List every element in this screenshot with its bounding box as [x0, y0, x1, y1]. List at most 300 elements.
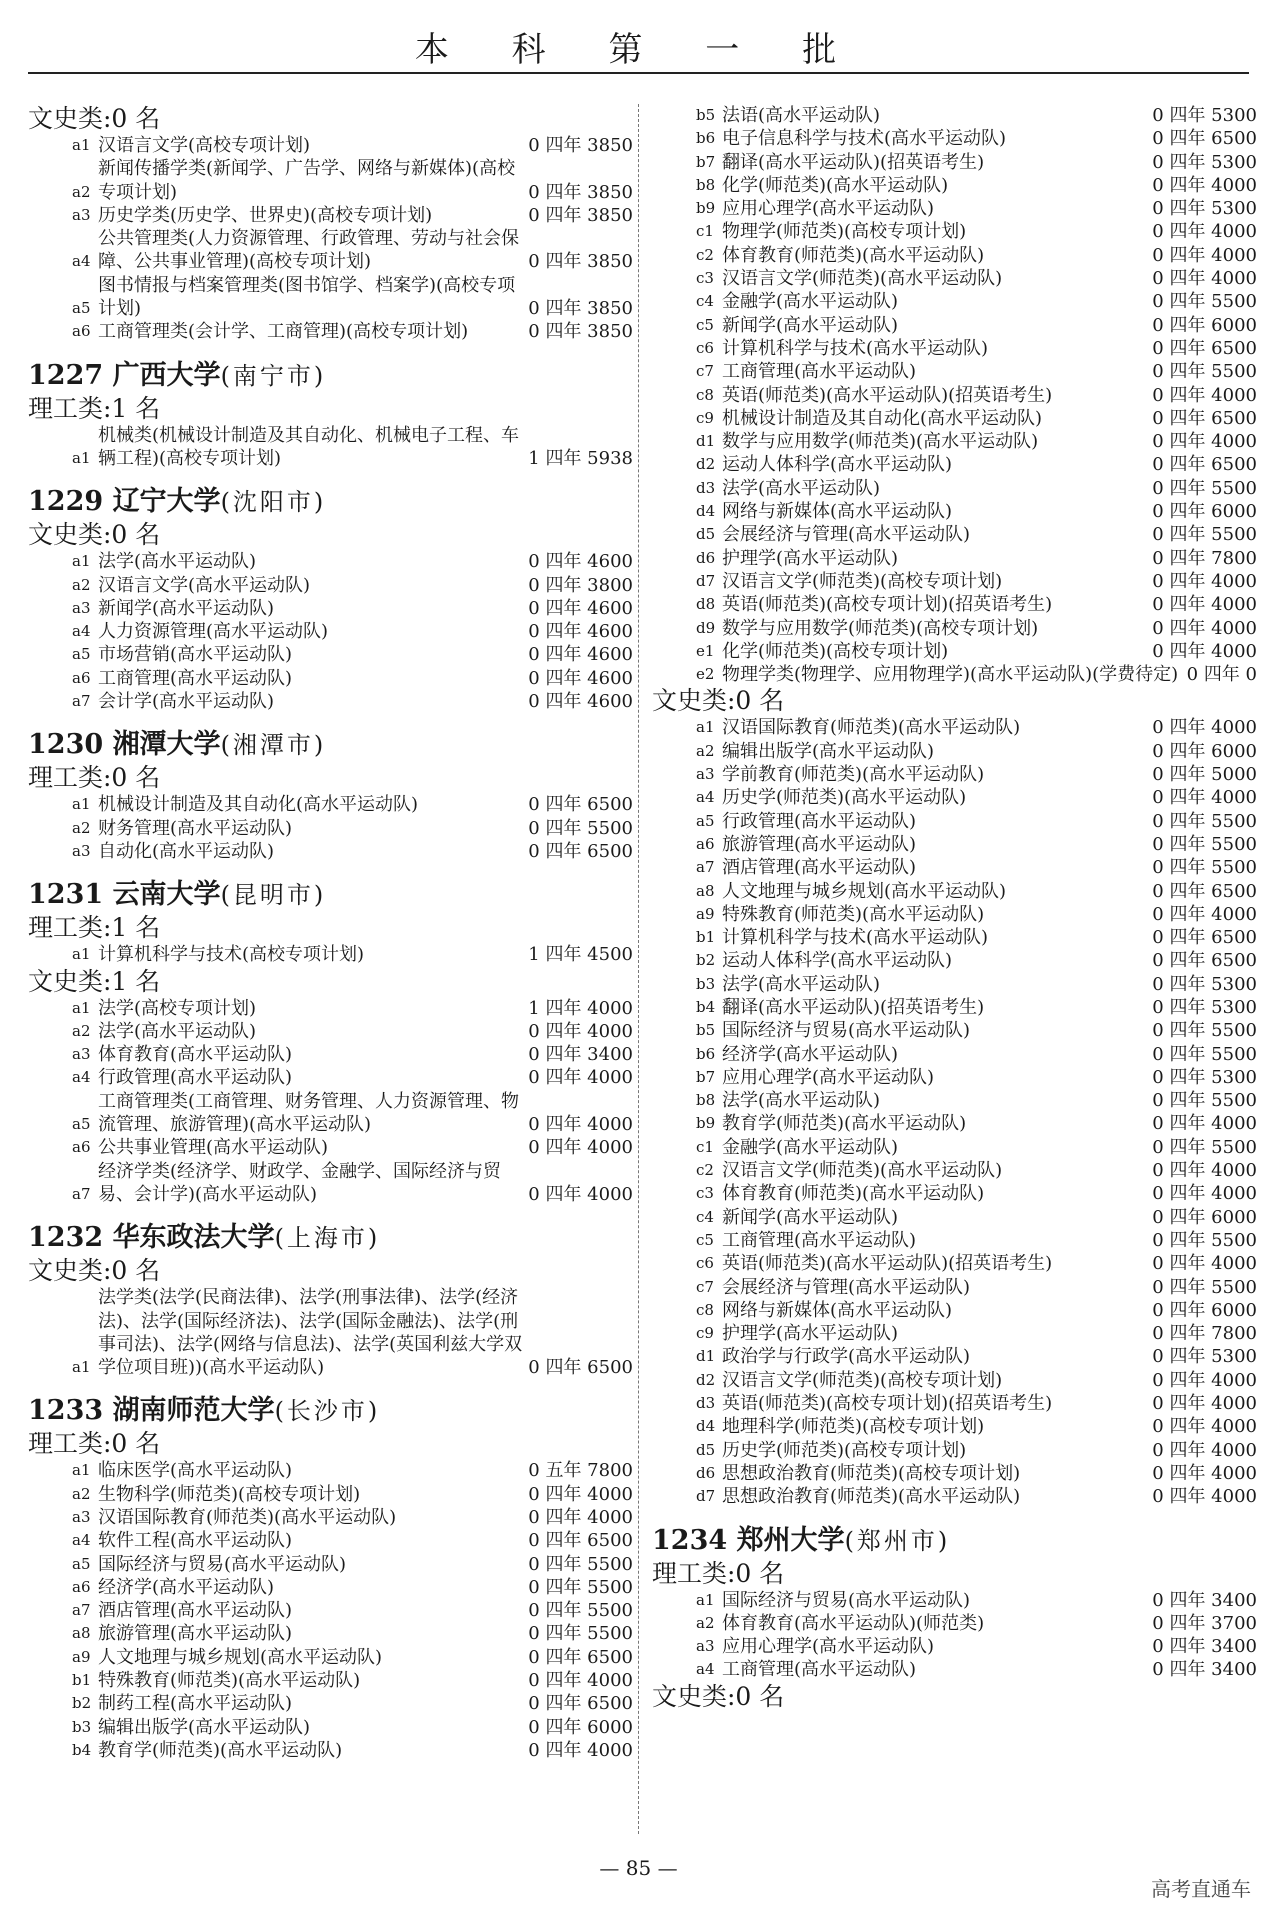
enrollment-info: 0 四年 5300: [1152, 151, 1257, 173]
major-entry: [652, 1043, 1257, 1066]
major-name: 工商管理(高水平运动队): [722, 361, 917, 383]
major-entry: [28, 574, 633, 597]
enrollment-info: 0 四年 4000: [1152, 617, 1257, 639]
major-code: c5: [696, 1230, 714, 1249]
major-entry: [652, 1415, 1257, 1438]
major-entry: [28, 1043, 633, 1066]
major-code: a1: [72, 1358, 91, 1377]
major-entry: [652, 197, 1257, 220]
major-code: a5: [72, 645, 91, 664]
major-code: a3: [72, 841, 91, 860]
major-code: b3: [72, 1717, 92, 1736]
major-code: a1: [696, 718, 715, 737]
major-code: b9: [696, 199, 716, 218]
major-name: 历史学类(历史学、世界史)(高校专项计划): [98, 204, 433, 226]
major-code: a1: [72, 795, 91, 814]
header-rule: [28, 72, 1249, 74]
major-name: 市场营销(高水平运动队): [98, 644, 293, 666]
major-name: 应用心理学(高水平运动队): [722, 1066, 935, 1088]
major-entry: [652, 663, 1257, 686]
major-name: 英语(师范类)(高水平运动队)(招英语考生): [722, 1253, 1053, 1275]
institution-title: [28, 1220, 633, 1256]
major-name: 体育教育(师范类)(高水平运动队): [722, 244, 985, 266]
major-code: a6: [72, 668, 91, 687]
major-entry: [652, 1019, 1257, 1042]
major-name: 制药工程(高水平运动队): [98, 1693, 293, 1715]
major-code: e2: [696, 665, 715, 684]
enrollment-info: 0 四年 4600: [528, 597, 633, 619]
major-entry: [28, 643, 633, 666]
major-name: 汉语国际教育(师范类)(高水平运动队): [722, 717, 1021, 739]
major-code: c8: [696, 1300, 714, 1319]
major-code: a7: [72, 1184, 91, 1203]
enrollment-info: 0 四年 6000: [1152, 314, 1257, 336]
enrollment-info: 0 四年 6500: [528, 1693, 633, 1715]
major-entry: [652, 127, 1257, 150]
major-entry: [28, 793, 633, 816]
major-code: a2: [72, 818, 91, 837]
major-code: a2: [696, 1613, 715, 1632]
major-code: c3: [696, 1184, 714, 1203]
major-code: a1: [72, 1461, 91, 1480]
major-entry: [652, 220, 1257, 243]
major-entry: [28, 597, 633, 620]
major-code: a1: [72, 945, 91, 964]
major-code: a7: [72, 1601, 91, 1620]
major-entry: [652, 151, 1257, 174]
institution-name: 湖南师范大学: [112, 1395, 275, 1427]
major-name: 数学与应用数学(师范类)(高水平运动队): [722, 431, 1039, 453]
major-entry: [28, 620, 633, 643]
enrollment-info: 0 四年 4000: [1152, 244, 1257, 266]
major-entry: [652, 430, 1257, 453]
enrollment-info: 0 四年 5500: [1152, 1136, 1257, 1158]
enrollment-info: 0 四年 5500: [1152, 1043, 1257, 1065]
enrollment-info: 0 四年 6500: [1152, 407, 1257, 429]
enrollment-info: 0 四年 5500: [1152, 1276, 1257, 1298]
category-heading: 理工类:1 名: [28, 393, 161, 423]
major-code: b4: [696, 997, 716, 1016]
enrollment-info: 0 四年 5500: [1152, 1229, 1257, 1251]
enrollment-info: 0 四年 4000: [1152, 1369, 1257, 1391]
major-code: b7: [696, 152, 716, 171]
major-code: c9: [696, 1324, 714, 1343]
major-name: 酒店管理(高水平运动队): [722, 857, 917, 879]
major-name: 教育学(师范类)(高水平运动队): [722, 1113, 967, 1135]
major-code: a5: [72, 1554, 91, 1573]
enrollment-info: 0 四年 4000: [1152, 787, 1257, 809]
major-name: 法学(高水平运动队): [98, 551, 257, 573]
major-entry: [652, 833, 1257, 856]
major-entry: [28, 1669, 633, 1692]
major-code: a3: [72, 205, 91, 224]
major-entry: [652, 1206, 1257, 1229]
category-heading: 理工类:1 名: [28, 913, 161, 943]
major-entry: [652, 407, 1257, 430]
institution-title: [28, 358, 633, 394]
major-entry: [28, 1483, 633, 1506]
major-entry: [652, 547, 1257, 570]
major-code: d2: [696, 1370, 716, 1389]
major-code: a3: [72, 1507, 91, 1526]
enrollment-info: 0 四年 3700: [1152, 1612, 1257, 1634]
major-code: c7: [696, 362, 714, 381]
major-entry: [652, 880, 1257, 903]
institution-title: [28, 1393, 633, 1429]
major-entry: [28, 204, 633, 227]
major-entry: [652, 763, 1257, 786]
institution-code: 1227: [28, 359, 104, 391]
major-code: a9: [696, 904, 715, 923]
major-entry: [652, 570, 1257, 593]
major-code: b6: [696, 1044, 716, 1063]
major-name: 电子信息科学与技术(高水平运动队): [722, 128, 1007, 150]
major-entry: [652, 786, 1257, 809]
enrollment-info: 0 四年 6500: [1152, 128, 1257, 150]
major-name: 护理学(高水平运动队): [722, 1323, 899, 1345]
major-name: 新闻学(高水平运动队): [722, 314, 899, 336]
major-name: 生物科学(师范类)(高校专项计划): [98, 1483, 361, 1505]
major-entry: [652, 500, 1257, 523]
major-entry: [652, 523, 1257, 546]
major-name: 公共管理类(人力资源管理、行政管理、劳动与社会保障、公共事业管理)(高校专项计划): [98, 228, 520, 273]
major-name: 法学(高水平运动队): [722, 973, 881, 995]
major-name: 法学(高水平运动队): [722, 1090, 881, 1112]
enrollment-info: 0 四年 6000: [528, 1716, 633, 1738]
enrollment-info: 0 四年 3800: [528, 574, 633, 596]
category-heading: 文史类:1 名: [28, 966, 161, 996]
major-name: 体育教育(师范类)(高水平运动队): [722, 1183, 985, 1205]
major-entry: [28, 1529, 633, 1552]
major-code: c1: [696, 222, 714, 241]
major-name: 法学(高水平运动队): [722, 477, 881, 499]
major-name: 软件工程(高水平运动队): [98, 1530, 293, 1552]
enrollment-info: 0 四年 5300: [1152, 198, 1257, 220]
major-code: c6: [696, 1254, 714, 1273]
major-code: b2: [696, 951, 716, 970]
major-code: a1: [72, 998, 91, 1017]
institution-city: (长沙市): [274, 1397, 381, 1426]
major-entry: [28, 667, 633, 690]
major-code: d3: [696, 478, 716, 497]
major-entry: [28, 1090, 633, 1137]
enrollment-info: 0 四年 4000: [528, 1183, 633, 1205]
major-entry: [652, 949, 1257, 972]
major-name: 翻译(高水平运动队)(招英语考生): [722, 996, 985, 1018]
major-name: 物理学类(物理学、应用物理学)(高水平运动队)(学费待定): [722, 664, 1179, 686]
major-code: a1: [696, 1590, 715, 1609]
enrollment-info: 0 四年 3850: [528, 251, 633, 273]
enrollment-info: 0 四年 6500: [528, 840, 633, 862]
major-name: 经济学(高水平运动队): [98, 1576, 275, 1598]
enrollment-info: 0 四年 3850: [528, 135, 633, 156]
enrollment-info: 0 四年 5500: [1152, 361, 1257, 383]
institution-code: 1233: [28, 1395, 104, 1427]
enrollment-info: 0 四年 4000: [1152, 268, 1257, 290]
major-name: 计算机科学与技术(高校专项计划): [98, 944, 365, 966]
institution-name: 辽宁大学: [112, 486, 221, 518]
enrollment-info: 0 四年 4000: [528, 1670, 633, 1692]
enrollment-info: 0 四年 4000: [1152, 1416, 1257, 1438]
major-name: 化学(师范类)(高校专项计划): [722, 640, 949, 662]
enrollment-info: 0 四年 4000: [528, 1483, 633, 1505]
major-code: a5: [696, 811, 715, 830]
enrollment-info: 0 四年 4000: [1152, 640, 1257, 662]
major-entry: [652, 314, 1257, 337]
major-code: a3: [696, 1637, 715, 1656]
category-heading: 文史类:0 名: [652, 1681, 785, 1711]
major-name: 法语(高水平运动队): [722, 105, 881, 126]
major-entry: [652, 1439, 1257, 1462]
enrollment-info: 0 四年 4000: [1152, 1113, 1257, 1135]
major-entry: [28, 1160, 633, 1207]
brand-watermark: 高考直通车: [1151, 1877, 1251, 1901]
major-name: 网络与新媒体(高水平运动队): [722, 1299, 953, 1321]
institution-code: 1234: [652, 1524, 728, 1556]
enrollment-info: 0 四年 4000: [1152, 1393, 1257, 1415]
major-entry: [28, 840, 633, 863]
major-code: a4: [696, 1660, 715, 1679]
major-name: 新闻传播学类(新闻学、广告学、网络与新媒体)(高校专项计划): [98, 158, 516, 203]
enrollment-info: 0 四年 5300: [1152, 1066, 1257, 1088]
institution-code: 1230: [28, 729, 104, 761]
major-code: a7: [696, 858, 715, 877]
major-code: a1: [72, 136, 91, 154]
major-code: b6: [696, 129, 716, 148]
major-code: b1: [72, 1671, 92, 1690]
enrollment-info: 0 四年 3850: [528, 204, 633, 226]
enrollment-info: 0 四年 5300: [1152, 105, 1257, 126]
major-name: 人文地理与城乡规划(高水平运动队): [722, 880, 1007, 902]
major-code: a3: [72, 1045, 91, 1064]
major-entry: [652, 1299, 1257, 1322]
major-name: 编辑出版学(高水平运动队): [722, 740, 935, 762]
major-name: 工商管理(高水平运动队): [722, 1659, 917, 1681]
major-code: a2: [72, 1484, 91, 1503]
enrollment-info: 0 四年 3850: [528, 321, 633, 343]
institution-city: (南宁市): [220, 361, 327, 390]
major-code: d2: [696, 455, 716, 474]
institution-code: 1231: [28, 879, 104, 911]
enrollment-info: 1 四年 4500: [528, 944, 633, 966]
major-entry: [28, 997, 633, 1020]
enrollment-info: 0 四年 6500: [528, 1646, 633, 1668]
major-code: c1: [696, 1137, 714, 1156]
major-entry: [652, 1485, 1257, 1508]
enrollment-info: 0 四年 0: [1186, 664, 1257, 686]
enrollment-info: 0 四年 5300: [1152, 1346, 1257, 1368]
column-divider: [638, 104, 639, 1834]
major-code: b4: [72, 1740, 92, 1759]
major-code: d7: [696, 1487, 716, 1506]
major-code: a6: [72, 322, 91, 341]
major-entry: [28, 817, 633, 840]
enrollment-info: 0 四年 5500: [1152, 291, 1257, 313]
major-name: 国际经济与贸易(高水平运动队): [98, 1553, 347, 1575]
major-code: c2: [696, 245, 714, 264]
major-name: 新闻学(高水平运动队): [722, 1206, 899, 1228]
major-name: 酒店管理(高水平运动队): [98, 1600, 293, 1622]
major-code: b9: [696, 1114, 716, 1133]
major-code: e1: [696, 641, 715, 660]
major-name: 财务管理(高水平运动队): [98, 817, 293, 839]
enrollment-info: 0 四年 3850: [528, 298, 633, 320]
major-name: 英语(师范类)(高校专项计划)(招英语考生): [722, 594, 1053, 616]
major-entry: [652, 926, 1257, 949]
institution-city: (沈阳市): [220, 488, 327, 517]
institution-city: (上海市): [274, 1224, 381, 1253]
major-code: a4: [72, 252, 91, 271]
enrollment-info: 0 四年 4000: [1152, 1160, 1257, 1182]
major-code: a4: [72, 622, 91, 641]
major-entry: [28, 1066, 633, 1089]
major-name: 旅游管理(高水平运动队): [722, 833, 917, 855]
major-code: d5: [696, 1440, 716, 1459]
major-entry: [652, 973, 1257, 996]
major-name: 历史学(师范类)(高校专项计划): [722, 1439, 967, 1461]
major-code: a2: [696, 741, 715, 760]
major-entry: [652, 384, 1257, 407]
major-name: 新闻学(高水平运动队): [98, 597, 275, 619]
major-entry: [28, 1716, 633, 1739]
institution-title: [28, 727, 633, 763]
institution-title: [28, 877, 633, 913]
major-code: a5: [72, 299, 91, 318]
major-code: a4: [696, 788, 715, 807]
major-entry: [652, 1112, 1257, 1135]
major-name: 行政管理(高水平运动队): [98, 1067, 293, 1089]
major-code: a6: [696, 834, 715, 853]
major-entry: [28, 1646, 633, 1669]
major-name: 政治学与行政学(高水平运动队): [722, 1346, 971, 1368]
major-entry: [28, 1576, 633, 1599]
institution-name: 湘潭大学: [112, 729, 221, 761]
major-code: d4: [696, 502, 716, 521]
major-name: 思想政治教育(师范类)(高校专项计划): [722, 1462, 1021, 1484]
major-entry: [652, 1066, 1257, 1089]
major-name: 汉语言文学(师范类)(高水平运动队): [722, 1160, 1003, 1182]
major-name: 护理学(高水平运动队): [722, 547, 899, 569]
major-code: d1: [696, 432, 716, 451]
enrollment-info: 0 四年 6500: [1152, 950, 1257, 972]
major-name: 会展经济与管理(高水平运动队): [722, 524, 971, 546]
major-name: 法学类(法学(民商法律)、法学(刑事法律)、法学(经济法)、法学(国际经济法)、法学(国际金融法)、法学(刑事司法)、法学(网络与信息法)、法学(英国利兹大学双学位项目班))(高水平运动队): [98, 1287, 523, 1379]
major-name: 历史学(师范类)(高水平运动队): [722, 787, 967, 809]
institution-name: 华东政法大学: [112, 1222, 275, 1254]
major-code: d1: [696, 1347, 716, 1366]
enrollment-info: 0 四年 5500: [528, 1600, 633, 1622]
major-entry: [28, 1599, 633, 1622]
major-entry: [652, 1635, 1257, 1658]
enrollment-info: 0 四年 5000: [1152, 764, 1257, 786]
major-entry: [28, 1692, 633, 1715]
major-entry: [652, 810, 1257, 833]
enrollment-info: 0 四年 5500: [1152, 1090, 1257, 1112]
institution-name: 广西大学: [112, 359, 221, 391]
major-entry: [28, 1136, 633, 1159]
major-code: c4: [696, 1207, 714, 1226]
major-name: 工商管理(高水平运动队): [98, 667, 293, 689]
enrollment-info: 1 四年 5938: [528, 447, 633, 469]
major-code: c6: [696, 338, 714, 357]
major-name: 国际经济与贸易(高水平运动队): [722, 1020, 971, 1042]
major-code: a2: [72, 1021, 91, 1040]
major-entry: [28, 1739, 633, 1762]
major-entry: [28, 227, 633, 274]
major-name: 网络与新媒体(高水平运动队): [722, 501, 953, 523]
enrollment-info: 0 四年 4000: [1152, 174, 1257, 196]
enrollment-info: 0 四年 4000: [1152, 384, 1257, 406]
major-name: 数学与应用数学(师范类)(高校专项计划): [722, 617, 1039, 639]
major-name: 英语(师范类)(高校专项计划)(招英语考生): [722, 1393, 1053, 1415]
major-entry: [652, 1089, 1257, 1112]
enrollment-info: 0 四年 4000: [1152, 903, 1257, 925]
major-code: c5: [696, 315, 714, 334]
major-name: 人文地理与城乡规划(高水平运动队): [98, 1646, 383, 1668]
enrollment-info: 0 四年 4000: [1152, 717, 1257, 739]
major-name: 汉语言文学(师范类)(高校专项计划): [722, 570, 1003, 592]
enrollment-info: 0 四年 5300: [1152, 996, 1257, 1018]
enrollment-info: 0 四年 3400: [1152, 1636, 1257, 1658]
enrollment-info: 0 五年 7800: [528, 1460, 633, 1482]
enrollment-info: 0 四年 4000: [1152, 1486, 1257, 1508]
enrollment-info: 0 四年 5300: [1152, 973, 1257, 995]
major-code: a5: [72, 1115, 91, 1134]
enrollment-info: 0 四年 5500: [528, 1623, 633, 1645]
major-entry: [652, 1392, 1257, 1415]
left-column: [28, 104, 633, 1762]
major-name: 会计学(高水平运动队): [98, 691, 275, 713]
major-name: 汉语言文学(高水平运动队): [98, 574, 311, 596]
enrollment-info: 0 四年 4000: [528, 1137, 633, 1159]
category-heading: 文史类:0 名: [28, 1256, 161, 1286]
major-entry: [652, 1322, 1257, 1345]
major-entry: [652, 640, 1257, 663]
major-code: d5: [696, 525, 716, 544]
institution-name: 云南大学: [112, 879, 221, 911]
enrollment-info: 0 四年 5500: [1152, 833, 1257, 855]
enrollment-info: 0 四年 5500: [528, 817, 633, 839]
major-entry: [652, 1252, 1257, 1275]
enrollment-info: 0 四年 4000: [1152, 1462, 1257, 1484]
category-heading: 文史类:0 名: [28, 104, 161, 133]
enrollment-info: 0 四年 4000: [1152, 1253, 1257, 1275]
major-entry: [652, 1182, 1257, 1205]
enrollment-info: 0 四年 5500: [1152, 524, 1257, 546]
major-entry: [652, 593, 1257, 616]
major-entry: [652, 856, 1257, 879]
major-code: c3: [696, 269, 714, 288]
major-code: a3: [72, 598, 91, 617]
enrollment-info: 0 四年 6500: [1152, 454, 1257, 476]
major-name: 公共事业管理(高水平运动队): [98, 1137, 329, 1159]
major-name: 国际经济与贸易(高水平运动队): [722, 1589, 971, 1611]
major-code: b5: [696, 1021, 716, 1040]
category-heading: 理工类:0 名: [28, 763, 161, 793]
major-name: 化学(师范类)(高水平运动队): [722, 174, 949, 196]
major-name: 体育教育(高水平运动队): [98, 1044, 293, 1066]
major-code: a1: [72, 552, 91, 571]
major-name: 汉语言文学(高校专项计划): [98, 135, 311, 156]
institution-title: [28, 484, 633, 520]
major-entry: [652, 1229, 1257, 1252]
major-entry: [652, 337, 1257, 360]
enrollment-info: 0 四年 6000: [1152, 501, 1257, 523]
major-entry: [652, 477, 1257, 500]
enrollment-info: 0 四年 5500: [528, 1553, 633, 1575]
page-header: [0, 0, 1277, 76]
major-code: a7: [72, 692, 91, 711]
